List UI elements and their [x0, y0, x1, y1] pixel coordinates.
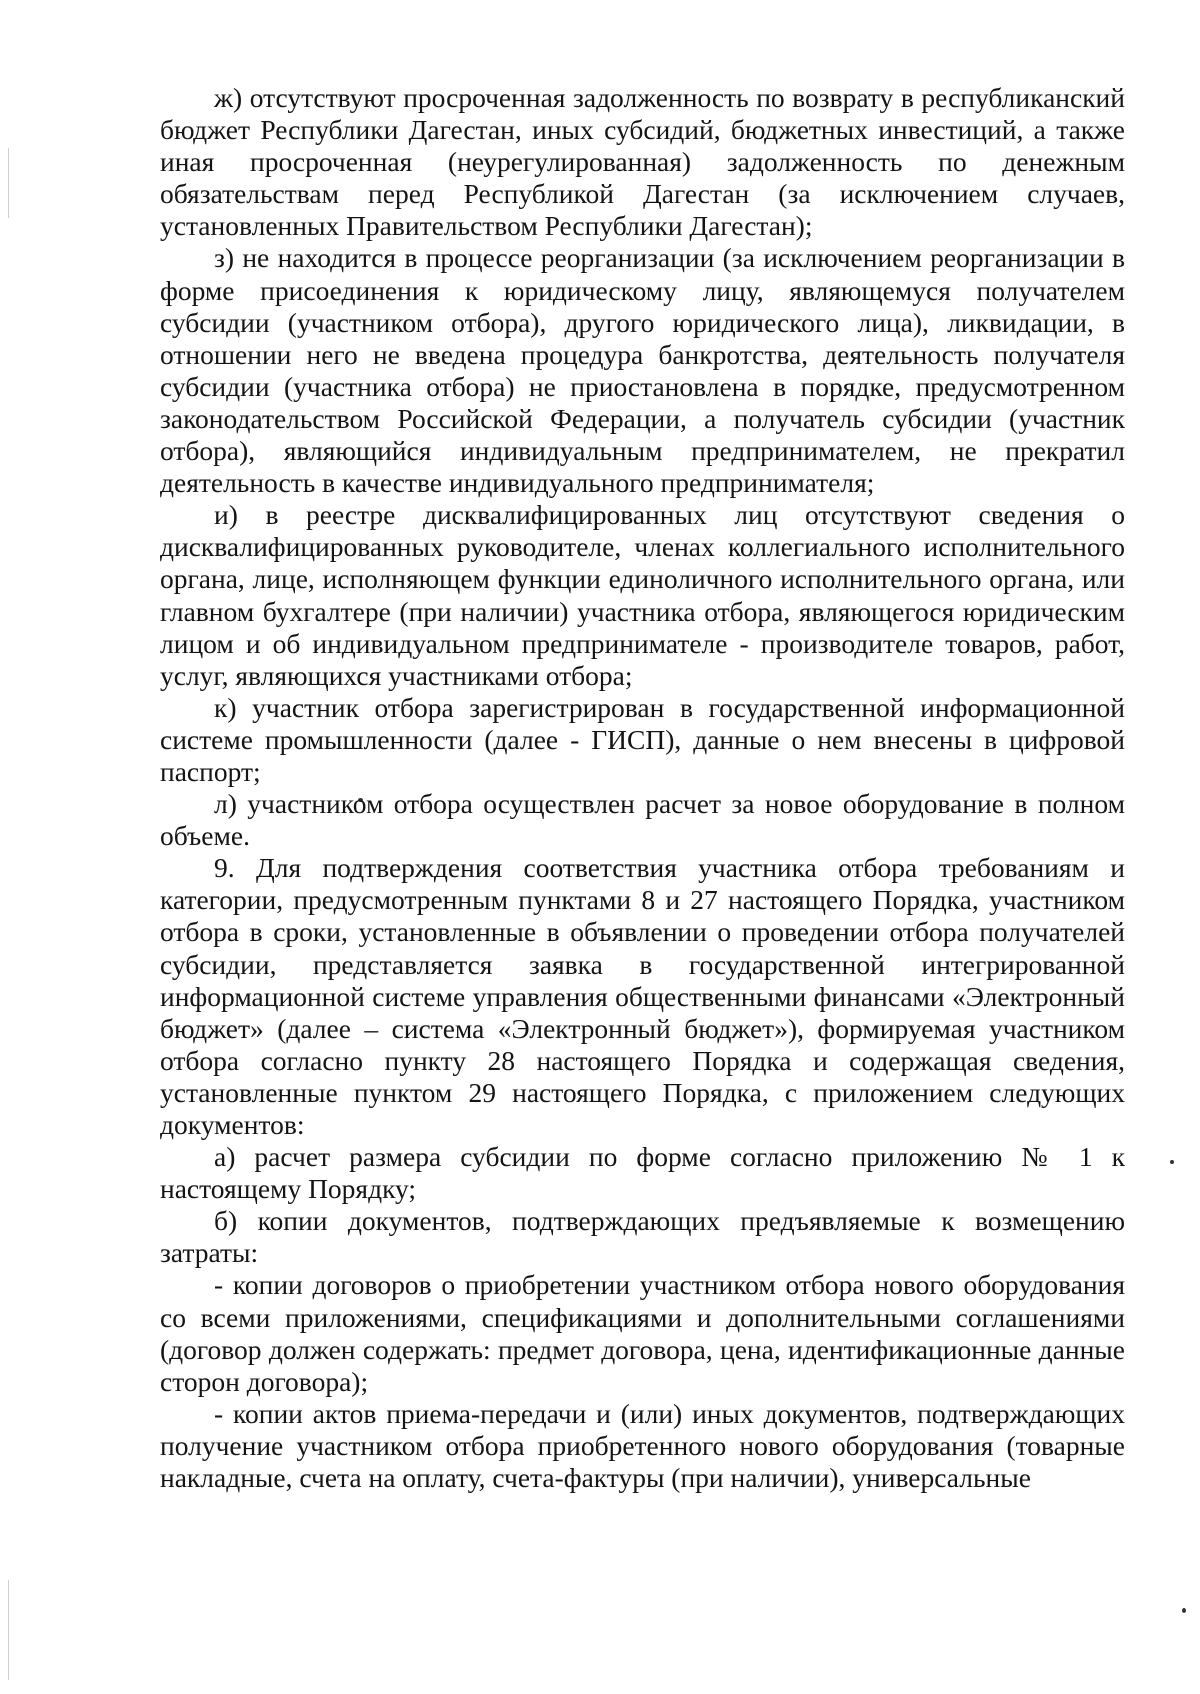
- paragraph-acts: - копии актов приема-передачи и (или) иных документов, подтверждающих получение участником отбора приобретенного нового оборудования (товарные накладные, счета на оплату, счета-фактуры (при наличии), универсальные: [160, 1397, 1125, 1494]
- paragraph-i: и) в реестре дисквалифицированных лиц отсутствуют сведения о дисквалифицированных руководителе, членах коллегиального исполнительного органа, лице, исполняющем функции единоличного исполнительного органа, или главном бухгалтере (при наличии) участника отбора, являющегося юридическим лицом и об индивидуальном предпринимателе - производителе товаров, работ, услуг, являющихся участниками отбора;: [160, 499, 1125, 691]
- scan-speck: [1170, 1160, 1174, 1164]
- scan-edge-line-bottom: [8, 1580, 9, 1680]
- paragraph-l: л) участником отбора осуществлен расчет за новое оборудование в полном объеме.: [160, 788, 1125, 852]
- scan-speck: [1182, 1608, 1186, 1613]
- scan-edge-line-top: [8, 148, 9, 218]
- document-page: [160, 82, 1125, 1494]
- paragraph-k: к) участник отбора зарегистрирован в государственной информационной системе промышленности (далее - ГИСП), данные о нем внесены в цифровой паспорт;: [160, 691, 1125, 787]
- paragraph-9: 9. Для подтверждения соответствия участника отбора требованиям и категории, предусмотренным пунктами 8 и 27 настоящего Порядка, участником отбора в сроки, установленные в объявлении о проведении отбора получателей субсидии, представляется заявка в государственной интегрированной информационной системе управления общественными финансами «Электронный бюджет» (далее – система «Электронный бюджет»), формируемая участником отбора согласно пункту 28 настоящего Порядка и содержащая сведения, установленные пунктом 29 настоящего Порядка, с приложением следующих документов:: [160, 852, 1125, 1140]
- paragraph-b: б) копии документов, подтверждающих предъявляемые к возмещению затраты:: [160, 1205, 1125, 1269]
- paragraph-contracts: - копии договоров о приобретении участником отбора нового оборудования со всеми приложениями, спецификациями и дополнительными соглашениями (договор должен содержать: предмет договора, цена, идентификационные данные сторон договора);: [160, 1269, 1125, 1397]
- paragraph-a: а) расчет размера субсидии по форме согласно приложению № 1 к настоящему Порядку;: [160, 1141, 1125, 1205]
- paragraph-zh: ж) отсутствуют просроченная задолженность по возврату в республиканский бюджет Республики Дагестан, иных субсидий, бюджетных инвестиций, а также иная просроченная (неурегулированная) задолженность по денежным обязательствам перед Республикой Дагестан (за исключением случаев, установленных Правительством Республики Дагестан);: [160, 82, 1125, 242]
- paragraph-z: з) не находится в процессе реорганизации (за исключением реорганизации в форме присоединения к юридическому лицу, являющемуся получателем субсидии (участником отбора), другого юридического лица), ликвидации, в отношении него не введена процедура банкротства, деятельность получателя субсидии (участника отбора) не приостановлена в порядке, предусмотренном законодательством Российской Федерации, а получатель субсидии (участник отбора), являющийся индивидуальным предпринимателем, не прекратил деятельность в качестве индивидуального предпринимателя;: [160, 242, 1125, 499]
